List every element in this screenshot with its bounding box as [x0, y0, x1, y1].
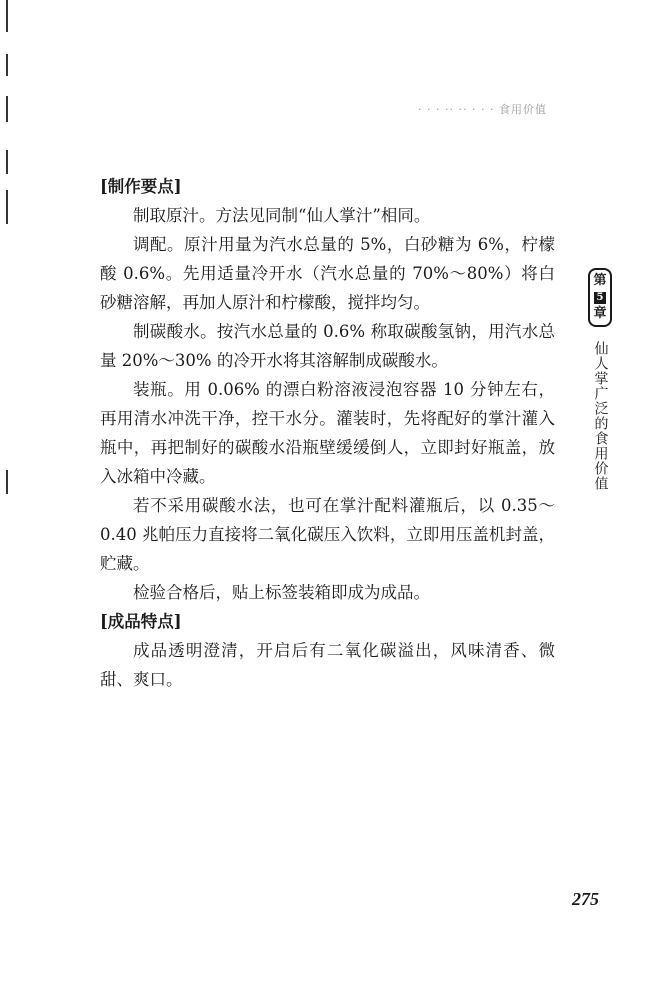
binding-mark [6, 96, 8, 122]
chapter-badge [588, 268, 612, 327]
binding-edge [6, 0, 9, 500]
chapter-label-bottom: 章 [593, 306, 607, 321]
chapter-tab [588, 268, 612, 491]
paragraph-bottle: 装瓶。用 0.06% 的漂白粉溶液浸泡容器 10 分钟左右，再用清水冲洗干净，控干水分。灌装时，先将配好的掌汁灌入瓶中，再把制好的碳酸水沿瓶壁缓缓倒人，立即封好瓶盖，放入冰箱中冷藏。 [100, 380, 555, 486]
section-heading-method: [制作要点] [100, 177, 182, 196]
paragraph-juice: 制取原汁。方法见同制“仙人掌汁”相同。 [133, 206, 431, 225]
binding-mark [6, 470, 8, 494]
binding-mark [6, 190, 8, 224]
page-number: 275 [572, 889, 599, 909]
binding-mark [6, 0, 8, 32]
chapter-label-top: 第 [593, 273, 607, 288]
binding-mark [6, 150, 8, 174]
paragraph-soda: 制碳酸水。按汽水总量的 0.6% 称取碳酸氢钠，用汽水总量 20%～30% 的冷开水将其溶解制成碳酸水。 [100, 322, 555, 370]
running-header: · · · ·· ·· · · · 食用价值 [418, 103, 547, 116]
paragraph-alternative: 若不采用碳酸水法，也可在掌汁配料灌瓶后，以 0.35～0.40 兆帕压力直接将二氧化碳压入饮料，立即用压盖机封盖，贮藏。 [100, 496, 555, 573]
section-heading-product: [成品特点] [100, 612, 182, 631]
body-text [100, 172, 555, 694]
paragraph-product: 成品透明澄清，开启后有二氧化碳溢出，风味清香、微甜、爽口。 [100, 641, 555, 689]
paragraph-check: 检验合格后，贴上标签装箱即成为成品。 [133, 583, 430, 602]
chapter-title: 仙人掌广泛的食用价值 [592, 341, 609, 491]
chapter-number: 5 [594, 292, 606, 304]
paragraph-mix: 调配。原汁用量为汽水总量的 5%，白砂糖为 6%，柠檬酸 0.6%。先用适量冷开水（汽水总量的 70%～80%）将白砂糖溶解，再加人原汁和柠檬酸，搅拌均匀。 [100, 235, 555, 312]
binding-mark [6, 54, 8, 76]
